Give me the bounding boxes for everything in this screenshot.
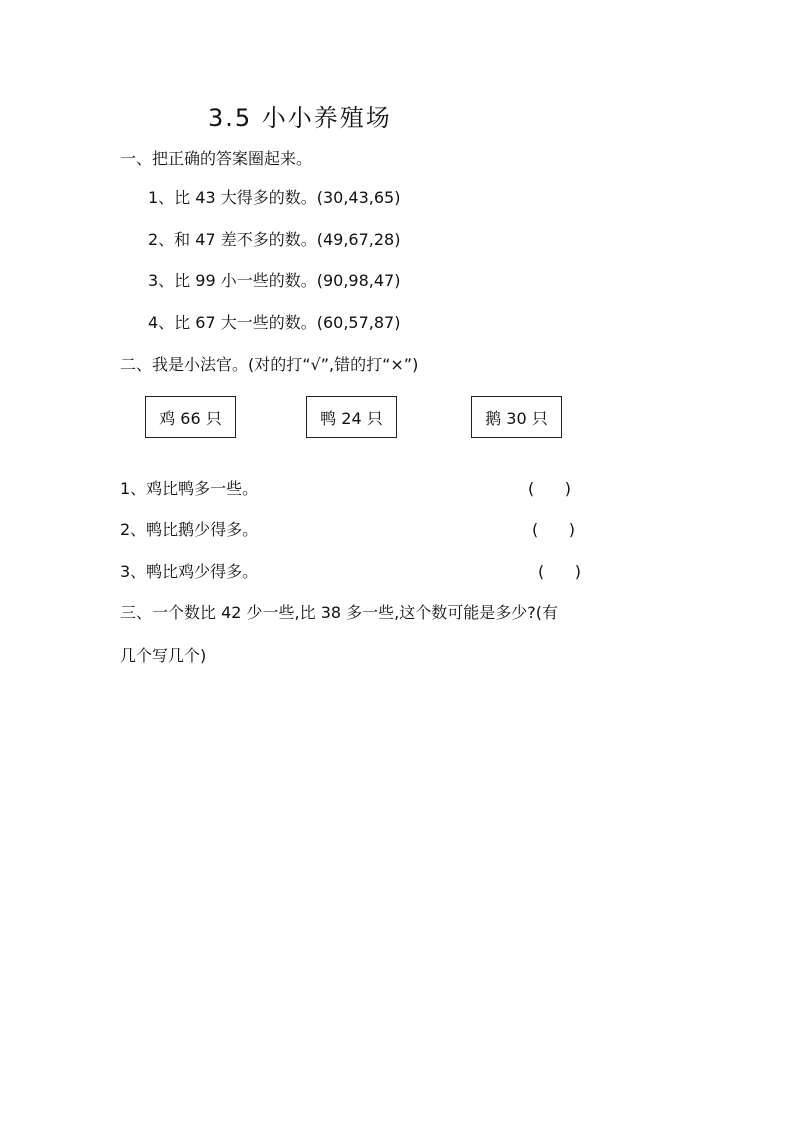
answer-parentheses[interactable]: ( ) bbox=[538, 562, 581, 581]
judge-item-text: 1、鸡比鸭多一些。 bbox=[120, 479, 259, 498]
animal-count-box-chicken: 鸡 66 只 bbox=[145, 396, 236, 438]
section3-question-continued: 几个写几个) bbox=[120, 646, 207, 665]
section2-heading: 二、我是小法官。(对的打“√”,错的打“×”) bbox=[120, 355, 419, 374]
section3-question: 三、一个数比 42 少一些,比 38 多一些,这个数可能是多少?(有 bbox=[120, 603, 558, 622]
animal-count-box-duck: 鸭 24 只 bbox=[306, 396, 397, 438]
section1-item: 4、比 67 大一些的数。(60,57,87) bbox=[148, 313, 401, 332]
judge-item-text: 3、鸭比鸡少得多。 bbox=[120, 562, 259, 581]
answer-parentheses[interactable]: ( ) bbox=[528, 479, 571, 498]
section1-heading: 一、把正确的答案圈起来。 bbox=[120, 149, 313, 168]
page-title: 3.5 小小养殖场 bbox=[208, 104, 392, 132]
section1-item: 1、比 43 大得多的数。(30,43,65) bbox=[148, 188, 401, 207]
answer-parentheses[interactable]: ( ) bbox=[532, 520, 575, 539]
judge-item-text: 2、鸭比鹅少得多。 bbox=[120, 520, 259, 539]
section1-item: 3、比 99 小一些的数。(90,98,47) bbox=[148, 271, 401, 290]
animal-count-box-goose: 鹅 30 只 bbox=[471, 396, 562, 438]
section1-item: 2、和 47 差不多的数。(49,67,28) bbox=[148, 230, 401, 249]
